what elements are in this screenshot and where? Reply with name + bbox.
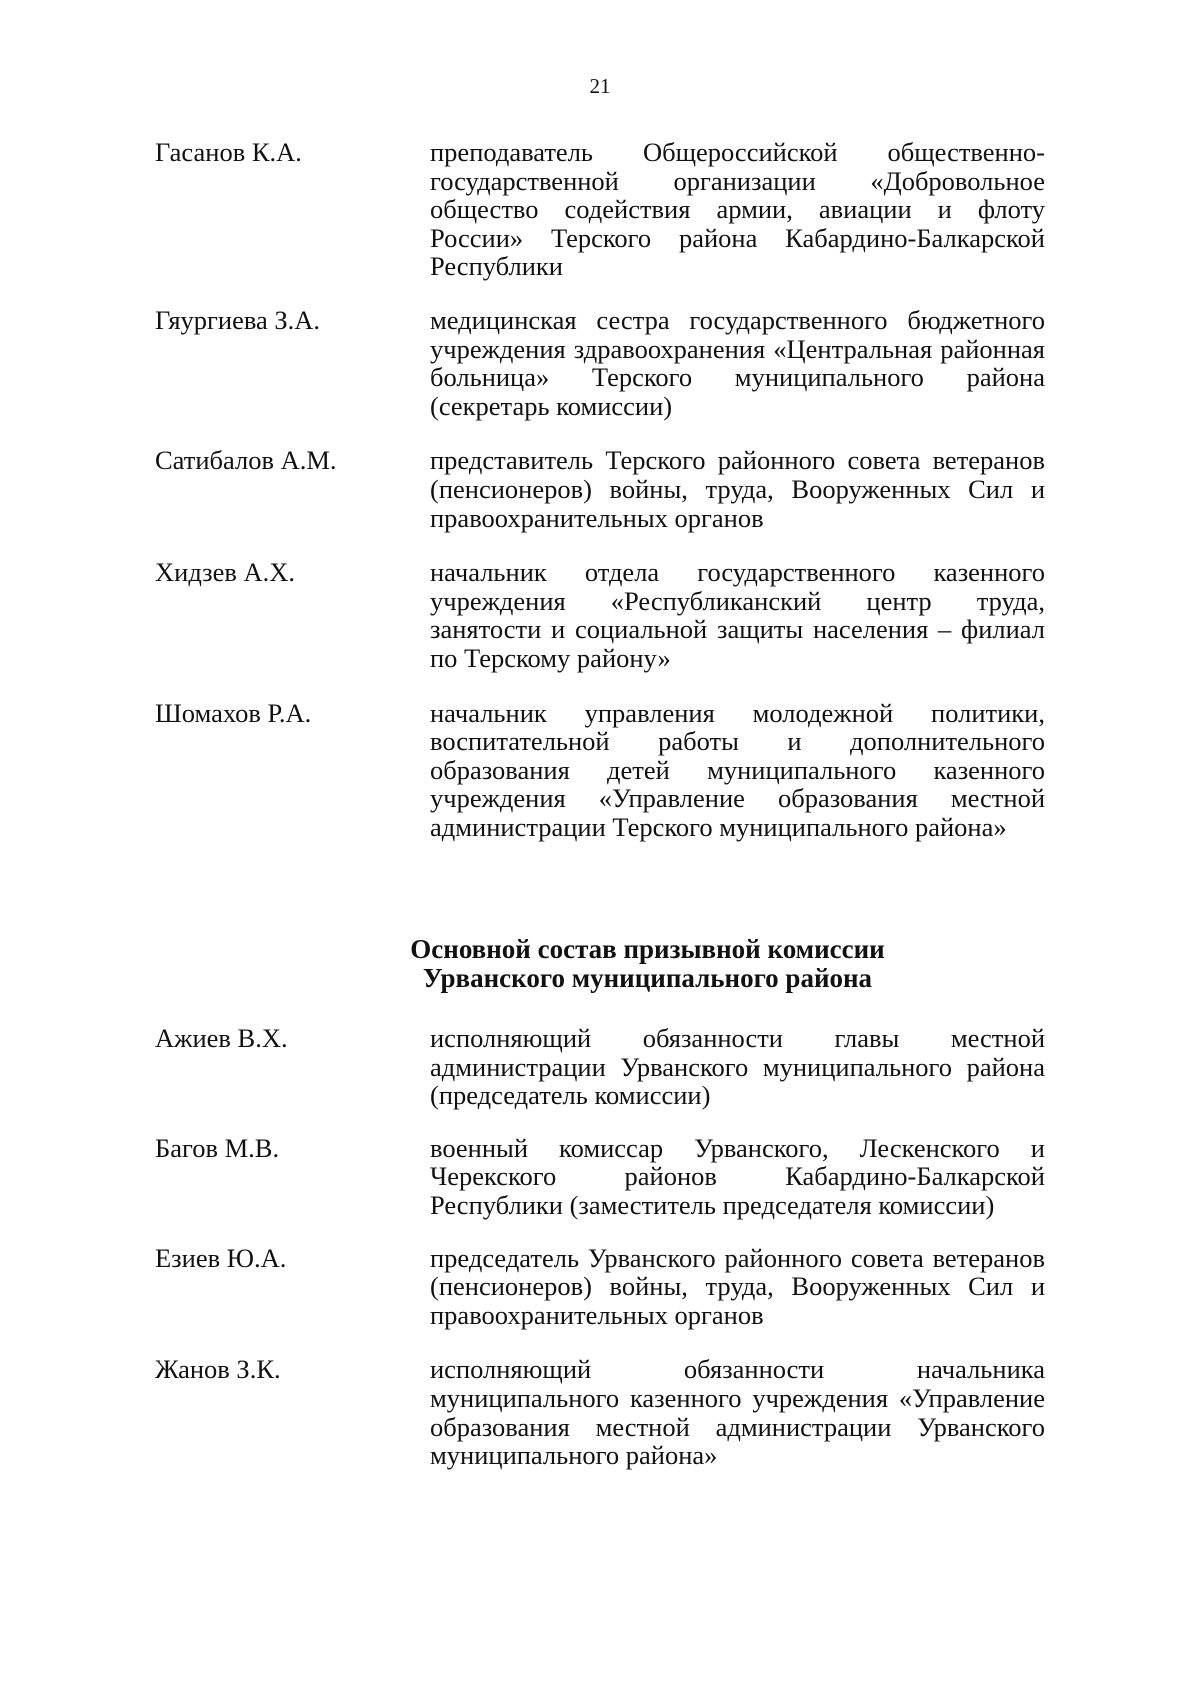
member-list-terek <box>155 138 1045 841</box>
section-heading-line1: Основной состав призывной комиссии <box>410 934 885 964</box>
member-name: Ажиев В.Х. <box>155 1023 288 1053</box>
member-name: Сатибалов А.М. <box>155 445 337 476</box>
page-number: 21 <box>589 74 611 98</box>
member-role: преподаватель Общероссийской общественно-государственной организации «Добровольное общество содействия армии, авиации и флоту России» Терского района Кабардино-Балкарской Республики <box>430 137 1045 282</box>
member-entry <box>155 1355 1045 1469</box>
member-entry <box>155 1244 1045 1330</box>
member-name: Шомахов Р.А. <box>155 697 312 728</box>
member-role: представитель Терского районного совета ветеранов (пенсионеров) войны, труда, Вооруженных Сил и правоохранительных органов <box>430 445 1045 533</box>
member-role: председатель Урванского районного совета ветеранов (пенсионеров) войны, труда, Вооруженных Сил и правоохранительных органов <box>430 1242 1045 1330</box>
member-role: медицинская сестра государственного бюджетного учреждения здравоохранения «Центральная районная больница» Терского муниципального района (секретарь комиссии) <box>430 304 1045 421</box>
member-name: Гяургиева З.А. <box>155 304 321 335</box>
member-entry <box>155 1134 1045 1220</box>
member-name: Хидзев А.Х. <box>155 557 296 588</box>
member-entry <box>155 446 1045 532</box>
member-entry <box>155 1024 1045 1110</box>
member-entry <box>155 558 1045 672</box>
section-heading-line2: Урванского муниципального района <box>422 963 873 993</box>
member-role: исполняющий обязанности главы местной администрации Урванского муниципального района (председатель комиссии) <box>430 1023 1045 1111</box>
member-role: исполняющий обязанности начальника муниципального казенного учреждения «Управление образования местной администрации Урванского муниципального района» <box>430 1354 1045 1471</box>
member-entry <box>155 138 1045 281</box>
member-entry <box>155 306 1045 420</box>
member-role: начальник отдела государственного казенного учреждения «Республиканский центр труда, занятости и социальной защиты населения – филиал по Терскому району» <box>430 557 1045 673</box>
member-name: Жанов З.К. <box>155 1354 281 1385</box>
member-entry <box>155 699 1045 842</box>
member-role: военный комиссар Урванского, Лескенского и Черекского районов Кабардино-Балкарской Республики (заместитель председателя комиссии) <box>430 1132 1045 1220</box>
member-name: Багов М.В. <box>155 1132 280 1163</box>
section-heading <box>0 935 1200 993</box>
member-name: Езиев Ю.А. <box>155 1242 287 1273</box>
member-list-urvan <box>155 1024 1045 1470</box>
member-role: начальник управления молодежной политики, воспитательной работы и дополнительного образования детей муниципального казенного учреждения «Управление образования местной администрации Терского муниципального района» <box>430 697 1045 842</box>
member-name: Гасанов К.А. <box>155 137 302 167</box>
